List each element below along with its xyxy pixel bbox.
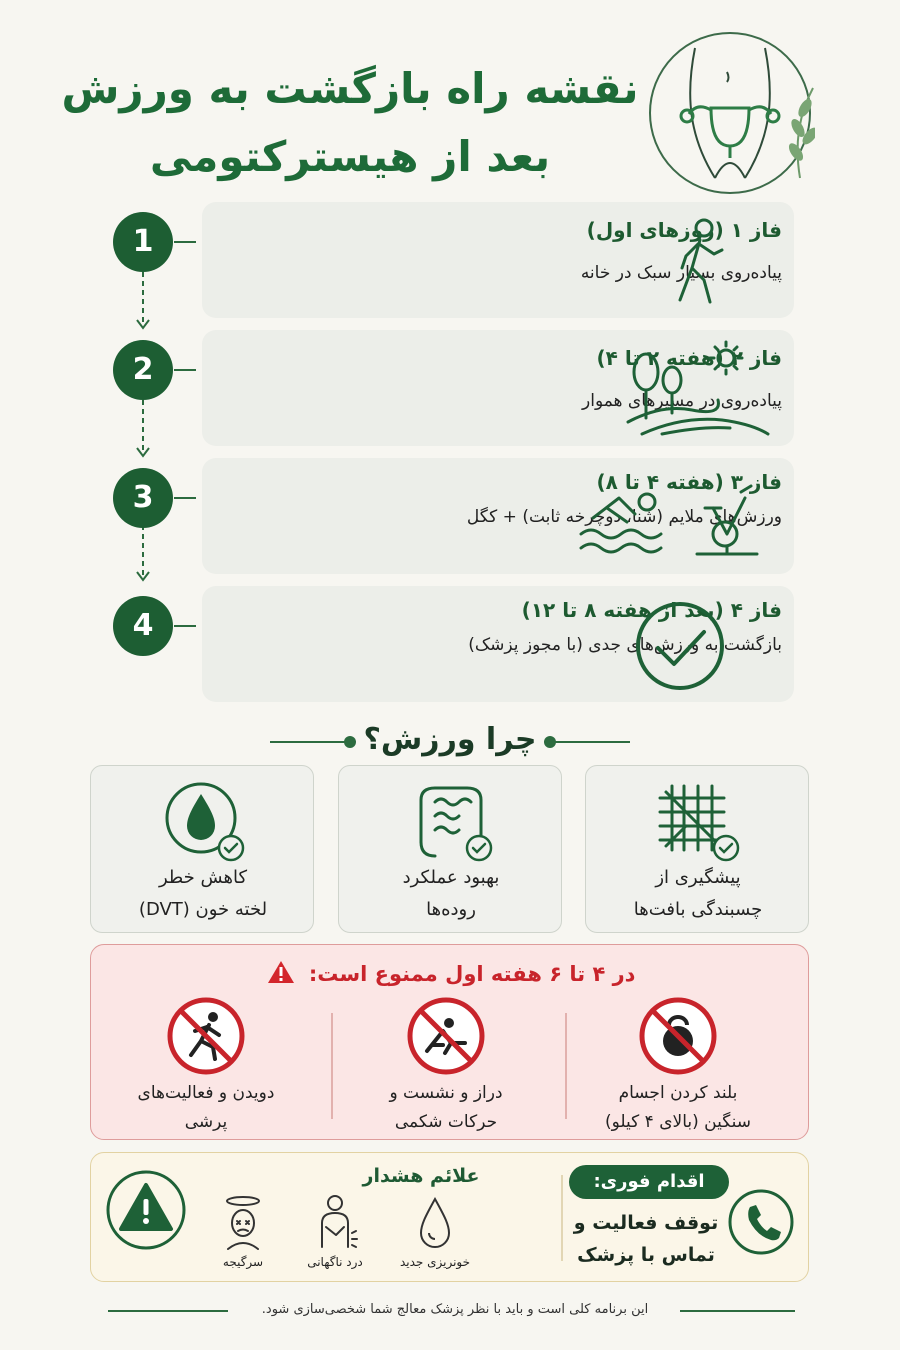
- why-card-text: [590, 862, 806, 926]
- phase-number-3: 3: [113, 468, 173, 528]
- phase-title: فاز ۳ (هفته ۴ تا ۸): [596, 470, 782, 494]
- prohibited-item-text: [91, 1079, 321, 1137]
- dizziness-icon: [218, 1193, 268, 1251]
- phase-card-4: [202, 586, 794, 702]
- phase-desc: پیاده‌روی در مسیرهای هموار: [582, 391, 782, 411]
- prohibited-line-2: پرشی: [184, 1112, 228, 1132]
- phase-card-3: [202, 458, 794, 574]
- prohibited-separator: [565, 1013, 567, 1119]
- immediate-action-text: [561, 1207, 731, 1271]
- park-path-icon: [622, 338, 772, 438]
- phase-desc: پیاده‌روی بسیار سبک در خانه: [580, 263, 782, 283]
- blood-drop-icon: [153, 776, 253, 866]
- sign-sudden-pain: [285, 1193, 385, 1279]
- phase-tick-1: [174, 241, 196, 243]
- uterus-leaf-emblem-icon: [645, 28, 815, 198]
- prohibited-item-heavy-lifting: [563, 995, 793, 1135]
- why-card-adhesion: [585, 765, 809, 933]
- sign-label: درد ناگهانی: [307, 1255, 363, 1269]
- phase-tick-4: [174, 625, 196, 627]
- prohibited-line-2: حرکات شکمی: [394, 1112, 498, 1132]
- footer-line-right: [680, 1310, 795, 1312]
- why-card-text: [95, 862, 311, 926]
- check-circle-icon: [622, 594, 772, 694]
- prohibited-item-text: [331, 1079, 561, 1137]
- why-card-bowel: [338, 765, 562, 933]
- why-card-line-2: روده‌ها: [426, 899, 476, 920]
- sign-label: خونریزی جدید: [399, 1255, 471, 1269]
- phase-number-4: 4: [113, 596, 173, 656]
- swim-bike-icon: [577, 468, 777, 568]
- footer-line-left: [108, 1310, 228, 1312]
- bleeding-drop-icon: [410, 1193, 460, 1251]
- phase-desc: بازگشت به ورزش‌های جدی (با مجوز پزشک): [468, 635, 782, 655]
- tissue-grid-icon: [648, 776, 748, 866]
- title-line-1: نقشه راه بازگشت به ورزش: [61, 64, 639, 113]
- section-divider-right: [550, 741, 630, 743]
- phase-tick-3: [174, 497, 196, 499]
- alert-circle-icon: [105, 1169, 187, 1251]
- why-card-line-1: پیشگیری از: [655, 867, 741, 888]
- prohibited-item-situps: [331, 995, 561, 1135]
- prohibited-line-2: سنگین (بالای ۴ کیلو): [605, 1112, 751, 1132]
- prohibited-item-text: [563, 1079, 793, 1137]
- phase-desc: ورزش‌های ملایم (شنا، دوچرخه ثابت) + کگل: [466, 507, 782, 527]
- no-running-icon: [165, 995, 247, 1077]
- sign-dizziness: [193, 1193, 293, 1279]
- warning-triangle-icon: [266, 959, 296, 985]
- phase-number-2: 2: [113, 340, 173, 400]
- action-line-2: تماس با پزشک: [577, 1244, 715, 1266]
- page-title: [60, 55, 640, 191]
- why-card-dvt: [90, 765, 314, 933]
- sudden-pain-icon: [310, 1193, 360, 1251]
- phase-title: فاز ۲ (هفته ۲ تا ۴): [596, 346, 782, 370]
- walking-person-icon: [622, 210, 772, 310]
- intestine-icon: [401, 776, 501, 866]
- warning-signs-title: علائم هشدار: [362, 1165, 480, 1187]
- why-section-title: چرا ورزش؟: [363, 722, 537, 757]
- warning-signs-box: [90, 1152, 809, 1282]
- why-card-line-1: بهبود عملکرد: [402, 867, 500, 888]
- prohibited-line-1: دراز و نشست و: [389, 1083, 503, 1103]
- why-card-line-2: چسبندگی بافت‌ها: [633, 899, 763, 920]
- phase-card-1: [202, 202, 794, 318]
- why-card-line-2: لخته خون (DVT): [138, 899, 268, 920]
- phase-title: فاز ۱ (روزهای اول): [586, 218, 782, 242]
- no-situp-icon: [405, 995, 487, 1077]
- prohibited-title-text: در ۴ تا ۶ هفته اول ممنوع است:: [308, 962, 636, 986]
- phase-title: فاز ۴ (بعد از هفته ۸ تا ۱۲): [521, 598, 782, 622]
- sign-label: سرگیجه: [222, 1255, 264, 1269]
- phase-tick-2: [174, 369, 196, 371]
- sign-new-bleeding: [385, 1193, 485, 1279]
- phase-connector-arrows: [130, 270, 160, 590]
- prohibited-box: [90, 944, 809, 1140]
- prohibited-item-running: [91, 995, 321, 1135]
- title-line-2: بعد از هیسترکتومی: [149, 132, 551, 181]
- phase-number-1: 1: [113, 212, 173, 272]
- why-card-text: [343, 862, 559, 926]
- prohibited-title: [91, 959, 810, 986]
- footer-note: این برنامه کلی است و باید با نظر پزشک معالج شما شخصی‌سازی شود.: [261, 1302, 649, 1317]
- phase-card-2: [202, 330, 794, 446]
- prohibited-line-1: دویدن و فعالیت‌های: [137, 1083, 275, 1103]
- no-kettlebell-icon: [637, 995, 719, 1077]
- immediate-action-label: اقدام فوری:: [569, 1165, 729, 1199]
- why-card-line-1: کاهش خطر: [158, 867, 248, 888]
- action-line-1: توقف فعالیت و: [573, 1212, 719, 1234]
- phone-icon: [728, 1189, 794, 1255]
- prohibited-separator: [331, 1013, 333, 1119]
- prohibited-line-1: بلند کردن اجسام: [618, 1083, 738, 1103]
